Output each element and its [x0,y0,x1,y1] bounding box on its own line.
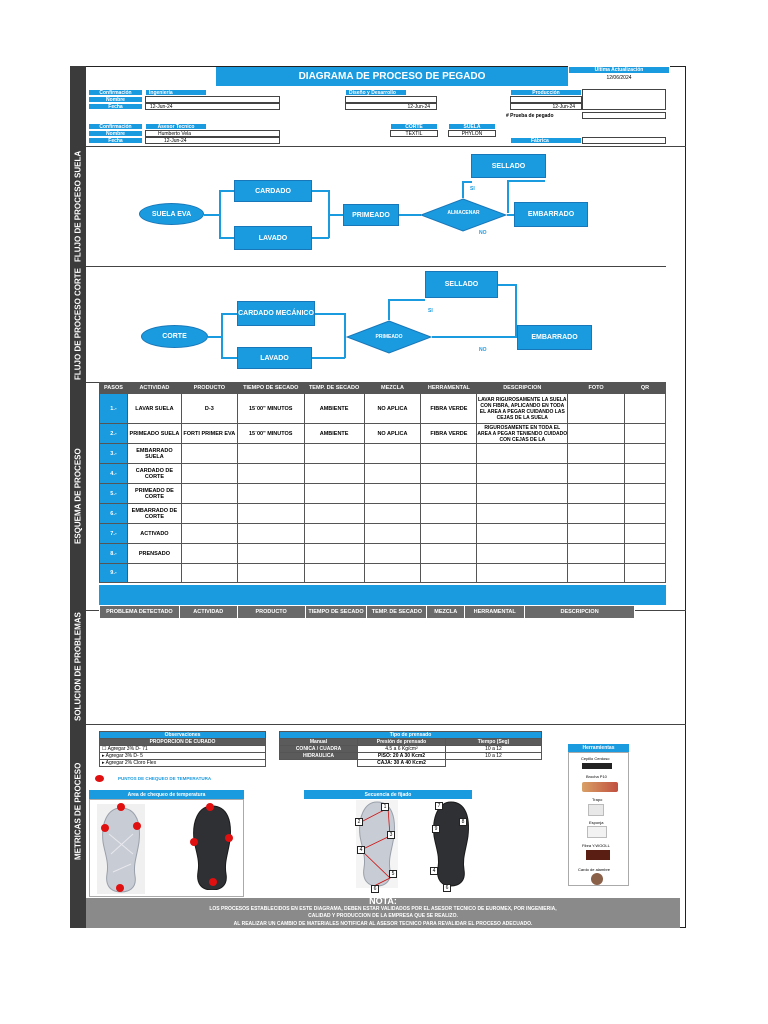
flow-suela-cardado: CARDADO [234,180,312,202]
diseno-nombre[interactable] [345,96,437,103]
tool-label: Cepillo Cerdoso [581,756,610,761]
connector [462,181,472,183]
fabrica-label: Fábrica [510,137,582,144]
prensado-presion[interactable]: 4.5 a 6 Kg/cm² [358,746,446,753]
step-qr[interactable] [625,544,666,564]
obs-text: Agregar 2% Cloro Flex [105,760,157,766]
produccion-label: Producción [510,89,582,96]
step-descripcion[interactable] [477,464,568,484]
step-mezcla[interactable] [364,524,421,544]
connector [498,284,516,286]
secuencia-title: Secuencia de fijado [304,790,472,799]
corte-label: CORTE [390,123,438,130]
step-actividad[interactable]: ACTIVADO [127,524,181,544]
divider [86,266,666,267]
asesor-fecha[interactable]: 12-Jun-24 [145,137,280,144]
connector [219,237,234,239]
connector [204,214,220,216]
step-producto[interactable] [181,484,237,504]
prensado-col-manual: Manual [280,739,358,746]
red-dot-icon [95,775,104,782]
step-foto[interactable] [568,424,625,444]
col-pasos: PASOS [100,383,128,394]
step-qr[interactable] [625,564,666,583]
problems-table [99,605,635,619]
observaciones-table [99,731,266,767]
section-flujo-suela: FLUJO DE PROCESO SUELA [70,146,86,266]
tool-label: Trapo [592,797,603,802]
prensado-table-wrap [279,731,542,767]
step-qr[interactable] [625,464,666,484]
step-tiempo[interactable] [237,544,304,564]
step-foto[interactable] [568,484,625,504]
prensado-tiempo[interactable]: 10 a 12 [446,746,542,753]
obs-row[interactable] [100,760,266,767]
nota-box [86,898,680,928]
prensado-tiempo [446,760,542,767]
step-actividad[interactable]: LAVAR SUELA [127,394,181,424]
section-solucion: SOLUCION DE PROBLEMAS [70,610,86,724]
step-herramental[interactable] [421,544,477,564]
step-foto[interactable] [568,504,625,524]
prensado-table [279,731,542,767]
flow-corte-no: NO [479,347,487,353]
step-herramental[interactable] [421,564,477,583]
divider [70,146,686,147]
steps-header-row [100,383,666,394]
prob-col-producto: PRODUCTO [237,606,305,619]
step-actividad[interactable]: PRIMEADO SUELA [127,424,181,444]
sole-light-image [97,804,145,894]
step-foto[interactable] [568,444,625,464]
prensado-tipo: HIDRAULICA [280,753,358,760]
divider [70,724,686,725]
col-temp: TEMP. DE SECADO [304,383,364,394]
col-qr: QR [625,383,666,394]
produccion-fecha[interactable]: 12-Jun-24 [510,103,582,110]
obs-row[interactable] [100,746,266,753]
prob-col-descripcion: DESCRIPCION [525,606,635,619]
step-producto[interactable] [181,444,237,464]
area-title: Area de chequeo de temperatura [89,790,244,799]
step-descripcion[interactable] [477,504,568,524]
last-update-value: 12/06/2024 [568,74,670,82]
connector [219,190,221,238]
temp-point [117,803,125,811]
step-mezcla[interactable] [364,564,421,583]
step-herramental[interactable] [421,484,477,504]
step-number: 6.- [100,504,128,524]
step-qr[interactable] [625,484,666,504]
flow-suela-decision: ALMACENAR [447,210,480,216]
obs-text: Agregar 3% D- 5 [105,753,143,759]
step-foto[interactable] [568,464,625,484]
step-number: 1.- [100,394,128,424]
step-temp[interactable] [304,544,364,564]
step-actividad[interactable]: CARDADO DE CORTE [127,464,181,484]
step-actividad[interactable]: PRENSADO [127,544,181,564]
step-qr[interactable] [625,394,666,424]
seq-number: 9 [432,825,440,833]
problems-header-row [100,606,635,619]
nota-line: CALIDAD Y PRODUCCION DE LA EMPRESA QUE SE REALIZO. [308,913,458,919]
connector [507,214,514,216]
step-foto[interactable] [568,564,625,583]
section-esquema: ESQUEMA DE PROCESO [70,382,86,610]
step-row[interactable] [100,394,666,424]
flow-corte-cardado: CARDADO MECÁNICO [237,301,315,326]
col-producto: PRODUCTO [181,383,237,394]
temp-point [209,878,217,886]
produccion-extra[interactable] [582,89,666,110]
prensado-col-tiempo: Tiempo (Seg) [446,739,542,746]
step-number: 5.- [100,484,128,504]
step-tiempo[interactable] [237,484,304,504]
step-row[interactable] [100,444,666,464]
step-mezcla[interactable]: NO APLICA [364,394,421,424]
confirmacion-label-1: Confirmación [88,89,143,96]
connector [221,313,223,358]
nombre-label-1: Nombre [88,96,143,103]
step-number: 3.- [100,444,128,464]
step-descripcion[interactable] [477,564,568,583]
step-row[interactable] [100,424,666,444]
step-producto[interactable]: FORTI PRIMER EVA [181,424,237,444]
arrow-icon: ▸ [102,753,105,759]
prensado-title: Tipo de prensado [280,732,542,739]
prob-col-temp: TEMP. DE SECADO [367,606,427,619]
seq-number: 8 [459,818,467,826]
prob-col-herramental: HERRAMENTAL [465,606,525,619]
fabrica-value[interactable] [582,137,666,144]
flow-suela-primeado: PRIMEADO [343,204,399,226]
tool-label: Esponja [589,820,604,825]
temp-point [116,884,124,892]
temp-point [101,824,109,832]
connector [328,214,343,216]
temp-point [225,834,233,842]
suela-value[interactable]: PHYLON [448,130,496,137]
prensado-tipo: CONICA / CUADRA [280,746,358,753]
step-mezcla[interactable] [364,484,421,504]
step-temp[interactable] [304,464,364,484]
temp-point [206,803,214,811]
steps-table [99,382,666,583]
step-temp[interactable]: AMBIENTE [304,394,364,424]
col-tiempo: TIEMPO DE SECADO [237,383,304,394]
prob-col-actividad: ACTIVIDAD [179,606,237,619]
step-row[interactable] [100,464,666,484]
fecha-label-2: Fecha [88,137,143,144]
fibra-icon [586,850,610,860]
trapo-icon [588,804,604,816]
connector [507,180,509,213]
last-update-label: Ultima Actualización [568,66,670,74]
step-temp[interactable] [304,484,364,504]
connector [208,336,222,338]
step-producto[interactable] [181,564,237,583]
step-producto[interactable] [181,504,237,524]
step-qr[interactable] [625,444,666,464]
flow-corte-lavado: LAVADO [237,347,312,369]
step-mezcla[interactable]: NO APLICA [364,424,421,444]
seq-number: 6 [371,885,379,893]
step-row[interactable] [100,504,666,524]
step-actividad[interactable]: PRIMEADO DE CORTE [127,484,181,504]
brocha-icon [582,782,618,792]
prensado-col-presion: Presión de prensado [358,739,446,746]
temp-point [133,822,141,830]
connector [432,336,518,338]
col-herramental: HERRAMENTAL [421,383,477,394]
nombre-label-2: Nombre [88,130,143,137]
prueba-label: # Prueba de pegado [506,113,554,119]
step-herramental[interactable] [421,504,477,524]
step-number: 7.- [100,524,128,544]
asesor-nombre[interactable]: Humberto Vela [145,130,280,137]
ingenieria-label: Ingeniería [145,89,207,96]
step-tiempo[interactable] [237,444,304,464]
connector [312,190,329,192]
flow-suela-no: NO [479,230,487,236]
seq-number: 2 [355,818,363,826]
prensado-tiempo[interactable]: 10 a 12 [446,753,542,760]
header-sidebar [70,66,86,146]
connector [462,181,464,198]
step-herramental[interactable]: FIBRA VERDE [421,394,477,424]
connector [221,313,237,315]
connector [399,214,421,216]
flow-corte-decision: PRIMEADO [375,334,403,340]
tool-label: Cardo de alambre [578,867,611,872]
step-tiempo[interactable] [237,504,304,524]
steps-footer-bar [99,585,666,605]
problems-header-wrap [99,605,635,619]
flow-corte-start: CORTE [141,325,208,348]
step-number: 9.- [100,564,128,583]
obs-text: Agregar 3% D- 71 [107,746,148,752]
seq-number: 6 [443,884,451,892]
flow-suela-yes: SI [470,186,475,192]
step-herramental[interactable]: FIBRA VERDE [421,424,477,444]
herramientas-title: Herramientas [568,744,629,752]
confirmacion-label-2: Confirmación [88,123,143,130]
cardo-icon [591,873,603,885]
step-mezcla[interactable] [364,464,421,484]
step-row[interactable] [100,484,666,504]
flow-corte-yes: SI [428,308,433,314]
corte-value[interactable]: TEXTIL [390,130,438,137]
connector [312,357,345,359]
step-temp[interactable]: AMBIENTE [304,424,364,444]
produccion-nombre[interactable] [510,96,582,103]
section-metricas: METRICAS DE PROCESO [70,724,86,898]
step-descripcion[interactable]: LAVAR RIGUROSAMENTE LA SUELA CON FIBRA, APLICANDO EN TODA EL AREA A PEGAR CUIDANDO LAS CEJAS DE LA SUELA [477,394,568,424]
step-descripcion[interactable] [477,524,568,544]
step-foto[interactable] [568,544,625,564]
connector [315,313,345,315]
ingenieria-fecha[interactable]: 12-Jun-24 [145,103,280,110]
observaciones-table-wrap [99,731,266,767]
suela-label: SUELA [448,123,496,130]
steps-table-wrap [99,382,666,584]
step-number: 8.- [100,544,128,564]
step-qr[interactable] [625,424,666,444]
seq-number: 7 [435,802,443,810]
prensado-tipo [280,760,358,767]
connector [507,180,545,182]
flow-suela-lavado: LAVADO [234,226,312,250]
temp-point [190,838,198,846]
flow-corte-sellado: SELLADO [425,271,498,298]
connector [312,237,329,239]
seq-number: 5 [389,870,397,878]
section-flujo-corte: FLUJO DE PROCESO CORTE [70,266,86,382]
nota-sidebar [70,898,86,928]
flow-suela-embarrado: EMBARRADO [514,202,588,227]
fecha-label-1: Fecha [88,103,143,110]
step-descripcion[interactable] [477,444,568,464]
obs-title: Observaciones [100,732,266,739]
page-title: DIAGRAMA DE PROCESO DE PEGADO [216,67,568,86]
step-number: 2.- [100,424,128,444]
diseno-label: Diseño y Desarrollo [345,89,407,96]
prob-col-mezcla: MEZCLA [427,606,465,619]
step-tiempo[interactable] [237,564,304,583]
seq-number: 4 [430,867,438,875]
step-row[interactable] [100,544,666,564]
seq-number: 1 [381,803,389,811]
flow-corte-embarrado: EMBARRADO [517,325,592,350]
prensado-presion[interactable]: PISO: 20 A 30 Kcm2 [358,753,446,760]
tool-label: Brocha P10 [586,774,607,779]
step-temp[interactable] [304,564,364,583]
step-producto[interactable] [181,544,237,564]
col-actividad: ACTIVIDAD [127,383,181,394]
step-mezcla[interactable] [364,444,421,464]
prob-col-problema: PROBLEMA DETECTADO [100,606,180,619]
step-producto[interactable] [181,524,237,544]
puntos-label: PUNTOS DE CHEQUEO DE TEMPERATURA [118,776,212,781]
step-herramental[interactable] [421,524,477,544]
seq-number: 3 [387,831,395,839]
col-foto: FOTO [568,383,625,394]
step-row[interactable] [100,564,666,583]
step-qr[interactable] [625,504,666,524]
step-herramental[interactable] [421,444,477,464]
obs-subtitle: PROPORCION DE CURADO [100,739,266,746]
step-foto[interactable] [568,394,625,424]
nota-title: NOTA: [369,896,397,906]
step-temp[interactable] [304,444,364,464]
step-mezcla[interactable] [364,504,421,524]
step-descripcion[interactable] [477,484,568,504]
diseno-fecha[interactable]: 12-Jun-24 [345,103,437,110]
step-temp[interactable] [304,504,364,524]
seq-number: 4 [357,846,365,854]
step-producto[interactable] [181,464,237,484]
step-tiempo[interactable] [237,464,304,484]
nota-line: LOS PROCESOS ESTABLECIDOS EN ESTE DIAGRAMA, DEBEN ESTAR VALIDADOS POR EL ASESOR TECNICO DE EUROMEX, POR INGENIERIA, [209,906,557,912]
step-actividad[interactable]: EMBARRADO DE CORTE [127,504,181,524]
brush-icon [582,763,612,769]
check-icon[interactable]: ☐ [102,746,107,752]
flow-suela-start: SUELA EVA [139,203,204,225]
col-mezcla: MEZCLA [364,383,421,394]
connector [219,190,234,192]
asesor-label: Asesor Tecnico [145,123,207,130]
step-actividad[interactable]: EMBARRADO SUELA [127,444,181,464]
step-number: 4.- [100,464,128,484]
prensado-presion[interactable]: CAJA: 30 A 40 Kcm2 [358,760,446,767]
esponja-icon [587,826,607,838]
col-descripcion: DESCRIPCION [477,383,568,394]
step-qr[interactable] [625,524,666,544]
step-foto[interactable] [568,524,625,544]
ingenieria-nombre[interactable] [145,96,280,103]
step-mezcla[interactable] [364,544,421,564]
flow-suela-sellado: SELLADO [471,154,546,178]
herramientas-box [568,752,629,886]
step-herramental[interactable] [421,464,477,484]
connector [221,357,237,359]
step-descripcion[interactable]: RIGUROSAMENTE EN TODA EL AREA A PEGAR TENIENDO CUIDADO CON CEJAS DE LA [477,424,568,443]
step-descripcion[interactable] [477,544,568,564]
arrow-icon: ▸ [102,760,105,766]
step-tiempo[interactable]: 15´00" MINUTOS [237,394,304,424]
step-producto[interactable]: D-3 [181,394,237,424]
step-tiempo[interactable] [237,524,304,544]
prob-col-tiempo: TIEMPO DE SECADO [305,606,367,619]
tool-label: Fibra Y.WOOLL [582,843,610,848]
step-row[interactable] [100,524,666,544]
step-temp[interactable] [304,524,364,544]
prueba-value[interactable] [582,112,666,119]
connector [388,299,390,320]
step-tiempo[interactable]: 15´00" MINUTOS [237,424,304,444]
step-actividad[interactable] [127,564,181,583]
nota-line: AL REALIZAR UN CAMBIO DE MATERIALES NOTIFICAR AL ASESOR TECNICO PARA REVALIDAR EL PROCESO ADECUADO. [233,921,533,927]
obs-row[interactable] [100,753,266,760]
connector [388,299,425,301]
